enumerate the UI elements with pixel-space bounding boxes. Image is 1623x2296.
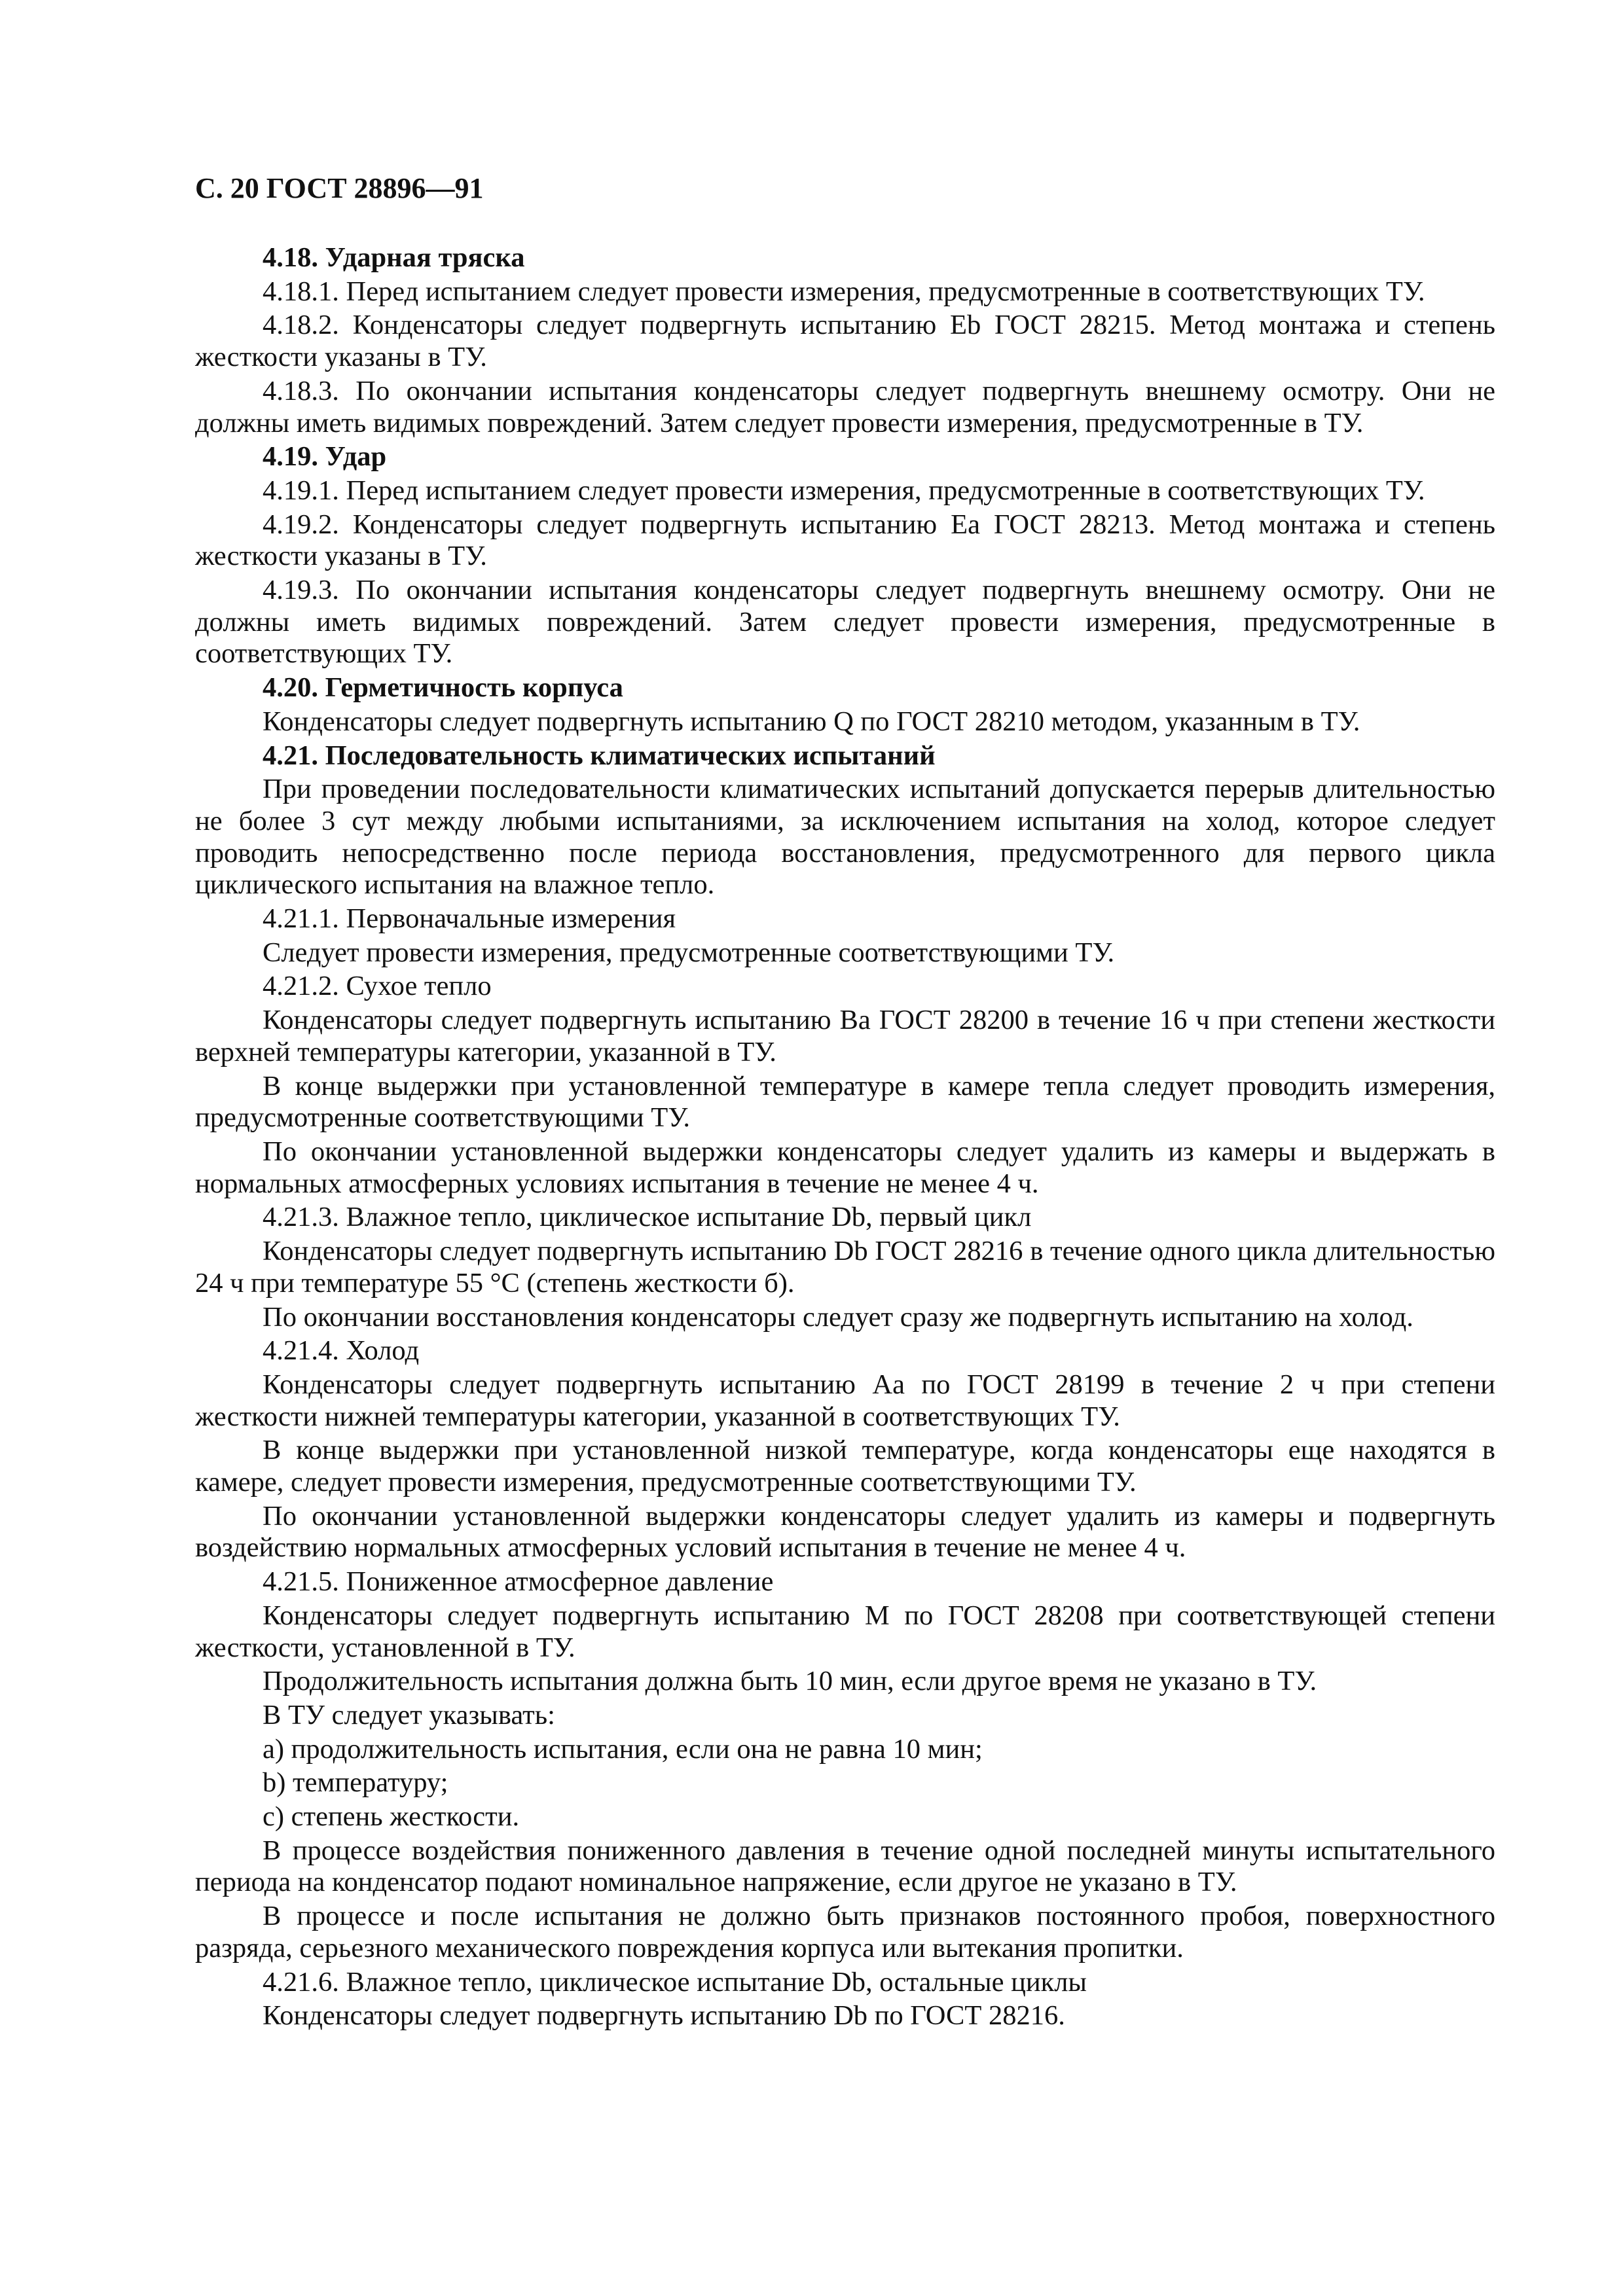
- paragraph: а) продолжительность испытания, если она не равна 10 мин;: [263, 1733, 983, 1765]
- paragraph: Продолжительность испытания должна быть 10 мин, если другое время не указано в ТУ.: [263, 1666, 1317, 1697]
- paragraph: 4.19.1. Перед испытанием следует провести измерения, предусмотренные в соответствующих ТУ.: [263, 475, 1425, 506]
- subsection-heading: 4.21.4. Холод: [263, 1335, 420, 1367]
- paragraph: В конце выдержки при установленной температуре в камере тепла следует проводить измерения, предусмотренные соответствующими ТУ.: [195, 1070, 1495, 1134]
- subsection-heading: 4.21.5. Пониженное атмосферное давление: [263, 1566, 774, 1598]
- paragraph: По окончании установленной выдержки конденсаторы следует удалить из камеры и выдержать в нормальных атмосферных условиях испытания в течение не менее 4 ч.: [195, 1136, 1495, 1199]
- paragraph: В конце выдержки при установленной низкой температуре, когда конденсаторы еще находятся в камере, следует провести измерения, предусмотренные соответствующими ТУ.: [195, 1435, 1495, 1498]
- subsection-heading: 4.21.2. Сухое тепло: [263, 971, 492, 1002]
- paragraph: с) степень жесткости.: [263, 1801, 520, 1833]
- subsection-heading: 4.21.3. Влажное тепло, циклическое испытание Db, первый цикл: [263, 1202, 1032, 1233]
- paragraph: По окончании восстановления конденсаторы следует сразу же подвергнуть испытанию на холод.: [263, 1301, 1413, 1333]
- paragraph: Конденсаторы следует подвергнуть испытанию Q по ГОСТ 28210 методом, указанным в ТУ.: [263, 706, 1360, 737]
- paragraph: В ТУ следует указывать:: [263, 1699, 555, 1731]
- paragraph: Конденсаторы следует подвергнуть испытанию Ba ГОСТ 28200 в течение 16 ч при степени жесткости верхней температуры категории, указанной в ТУ.: [195, 1005, 1495, 1067]
- subsection-heading: 4.21.1. Первоначальные измерения: [263, 903, 676, 935]
- paragraph: 4.19.3. По окончании испытания конденсаторы следует подвергнуть внешнему осмотру. Они не должны иметь видимых повреждений. Затем следует провести измерения, предусмотренные в соответствующих ТУ.: [195, 575, 1495, 670]
- paragraph: Конденсаторы следует подвергнуть испытанию Db по ГОСТ 28216.: [263, 2000, 1065, 2032]
- section-heading: 4.18. Ударная тряска: [263, 242, 525, 273]
- subsection-heading: 4.21.6. Влажное тепло, циклическое испытание Db, остальные циклы: [263, 1966, 1087, 1998]
- section-heading: 4.20. Герметичность корпуса: [263, 672, 623, 704]
- paragraph: 4.18.3. По окончании испытания конденсаторы следует подвергнуть внешнему осмотру. Они не должны иметь видимых повреждений. Затем следует провести измерения, предусмотренные в ТУ.: [195, 375, 1495, 439]
- paragraph: 4.18.1. Перед испытанием следует провести измерения, предусмотренные в соответствующих ТУ.: [263, 276, 1425, 307]
- paragraph: По окончании установленной выдержки конденсаторы следует удалить из камеры и подвергнуть воздействию нормальных атмосферных условий испытания в течение не менее 4 ч.: [195, 1500, 1495, 1564]
- section-heading: 4.21. Последовательность климатических испытаний: [263, 740, 936, 771]
- paragraph: В процессе воздействия пониженного давления в течение одной последней минуты испытательного периода на конденсатор подают номинальное напряжение, если другое не указано в ТУ.: [195, 1835, 1495, 1898]
- paragraph: b) температуру;: [263, 1767, 448, 1799]
- section-heading: 4.19. Удар: [263, 441, 387, 473]
- paragraph: Конденсаторы следует подвергнуть испытанию М по ГОСТ 28208 при соответствующей степени жесткости, установленной в ТУ.: [195, 1600, 1495, 1663]
- page-header: С. 20 ГОСТ 28896—91: [195, 172, 484, 204]
- paragraph: Конденсаторы следует подвергнуть испытанию Aa по ГОСТ 28199 в течение 2 ч при степени жесткости нижней температуры категории, указанной в соответствующих ТУ.: [195, 1369, 1495, 1432]
- document-body: [195, 242, 1495, 2034]
- paragraph: Конденсаторы следует подвергнуть испытанию Db ГОСТ 28216 в течение одного цикла длительностью 24 ч при температуре 55 °С (степень жесткости б).: [195, 1236, 1495, 1299]
- paragraph: В процессе и после испытания не должно быть признаков постоянного пробоя, поверхностного разряда, серьезного механического повреждения корпуса или вытекания пропитки.: [195, 1901, 1495, 1964]
- paragraph: Следует провести измерения, предусмотренные соответствующими ТУ.: [263, 937, 1115, 968]
- paragraph: 4.18.2. Конденсаторы следует подвергнуть испытанию Eb ГОСТ 28215. Метод монтажа и степень жесткости указаны в ТУ.: [195, 310, 1495, 373]
- paragraph: 4.19.2. Конденсаторы следует подвергнуть испытанию Ea ГОСТ 28213. Метод монтажа и степень жесткости указаны в ТУ.: [195, 509, 1495, 572]
- paragraph: При проведении последовательности климатических испытаний допускается перерыв длительностью не более 3 сут между любыми испытаниями, за исключением испытания на холод, которое следует проводить непосредственно после периода восстановления, предусмотренного для первого цикла циклического испытания на влажное тепло.: [195, 774, 1495, 901]
